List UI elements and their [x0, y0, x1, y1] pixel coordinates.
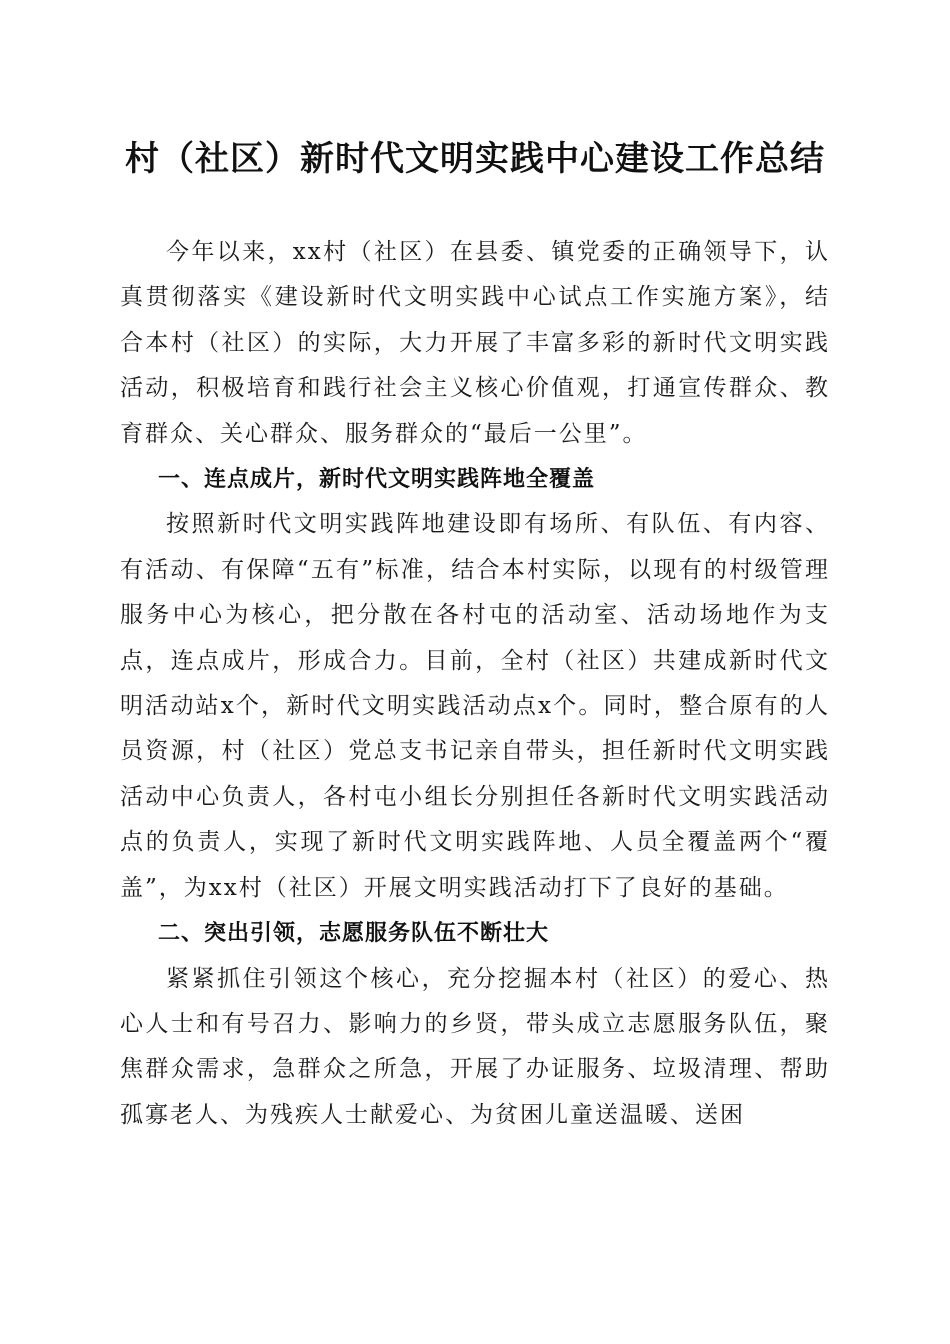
- intro-paragraph: 今年以来，xx村（社区）在县委、镇党委的正确领导下，认真贯彻落实《建设新时代文明实践中心试点工作实施方案》，结合本村（社区）的实际，大力开展了丰富多彩的新时代文明实践活动，积极培育和践行社会主义核心价值观，打通宣传群众、教育群众、关心群众、服务群众的“最后一公里”。: [120, 239, 830, 447]
- page-title: 村（社区）新时代文明实践中心建设工作总结: [125, 139, 825, 179]
- section-paragraph-1: 按照新时代文明实践阵地建设即有场所、有队伍、有内容、有活动、有保障“五有”标准，结合本村实际，以现有的村级管理服务中心为核心，把分散在各村屯的活动室、活动场地作为支点，连点成片，形成合力。目前，全村（社区）共建成新时代文明活动站x个，新时代文明实践活动点x个。同时，整合原有的人员资源，村（社区）党总支书记亲自带头，担任新时代文明实践活动中心负责人，各村屯小组长分别担任各新时代文明实践活动点的负责人，实现了新时代文明实践阵地、人员全覆盖两个“覆盖”，为xx村（社区）开展文明实践活动打下了良好的基础。: [120, 511, 830, 901]
- section-heading-2: 二、突出引领，志愿服务队伍不断壮大: [158, 921, 550, 947]
- section-heading-1: 一、连点成片，新时代文明实践阵地全覆盖: [158, 467, 596, 493]
- section-paragraph-2: 紧紧抓住引领这个核心，充分挖掘本村（社区）的爱心、热心人士和有号召力、影响力的乡贤，带头成立志愿服务队伍，聚焦群众需求，急群众之所急，开展了办证服务、垃圾清理、帮助孤寡老人、为残疾人士献爱心、为贫困儿童送温暖、送困: [120, 965, 830, 1128]
- document-body: [120, 230, 830, 1138]
